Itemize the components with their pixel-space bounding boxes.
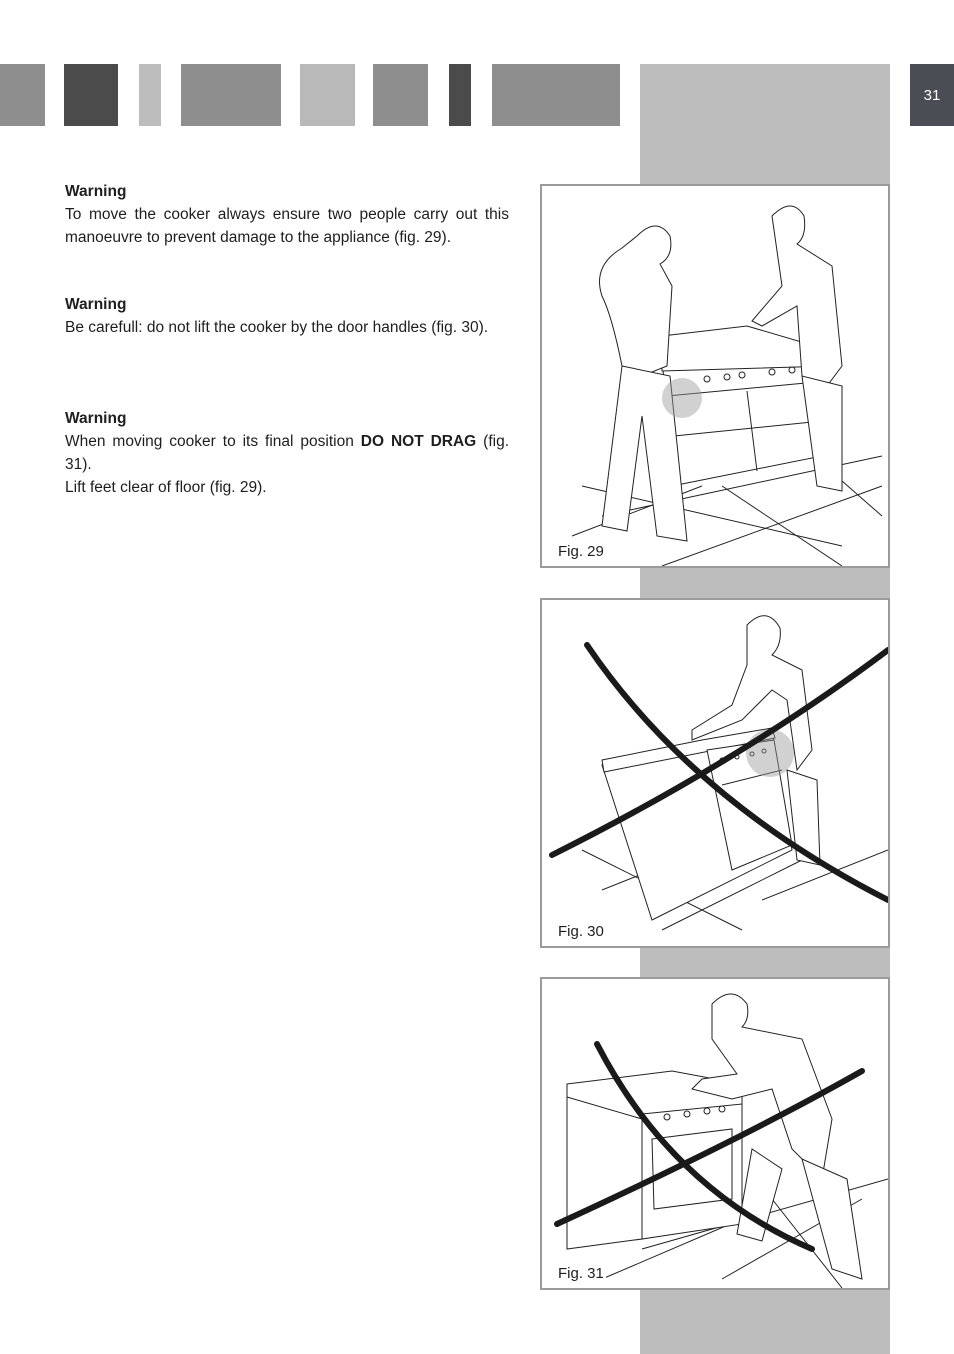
illustration-two-people-lifting-cooker [542,186,888,566]
warning-title: Warning [65,296,127,313]
figure-29 [540,184,890,568]
header-block [492,64,620,126]
figure-31 [540,977,890,1290]
header-block [449,64,471,126]
warning-title: Warning [65,183,127,200]
figure-label: Fig. 29 [558,543,604,560]
warning-text-part: (fig. 31). [65,433,509,473]
figure-30 [540,598,890,948]
warning-block-2 [65,293,509,339]
illustration-dragging-cooker [542,979,888,1288]
header-block [181,64,281,126]
warning-block-1 [65,180,509,249]
warning-title: Warning [65,410,127,427]
warning-text [65,430,509,476]
header-block [64,64,118,126]
header-block [139,64,161,126]
highlight-circle [746,729,794,777]
highlight-circle [662,378,702,418]
warning-emphasis: DO NOT DRAG [360,433,477,450]
warning-text-part: When moving cooker to its final position [65,433,361,450]
header-block [300,64,355,126]
warning-text: To move the cooker always ensure two people carry out this manoeuvre to prevent damage to the appliance (fig. 29). [65,206,509,246]
illustration-lifting-by-door-handle [542,600,888,946]
warning-block-3 [65,407,509,499]
warning-text-line2: Lift feet clear of floor (fig. 29). [65,479,267,496]
figure-label: Fig. 30 [558,923,604,940]
page-number: 31 [910,64,954,126]
warning-text: Be carefull: do not lift the cooker by the door handles (fig. 30). [65,319,489,336]
figure-label: Fig. 31 [558,1265,604,1282]
header-block [0,64,45,126]
header-block [373,64,428,126]
